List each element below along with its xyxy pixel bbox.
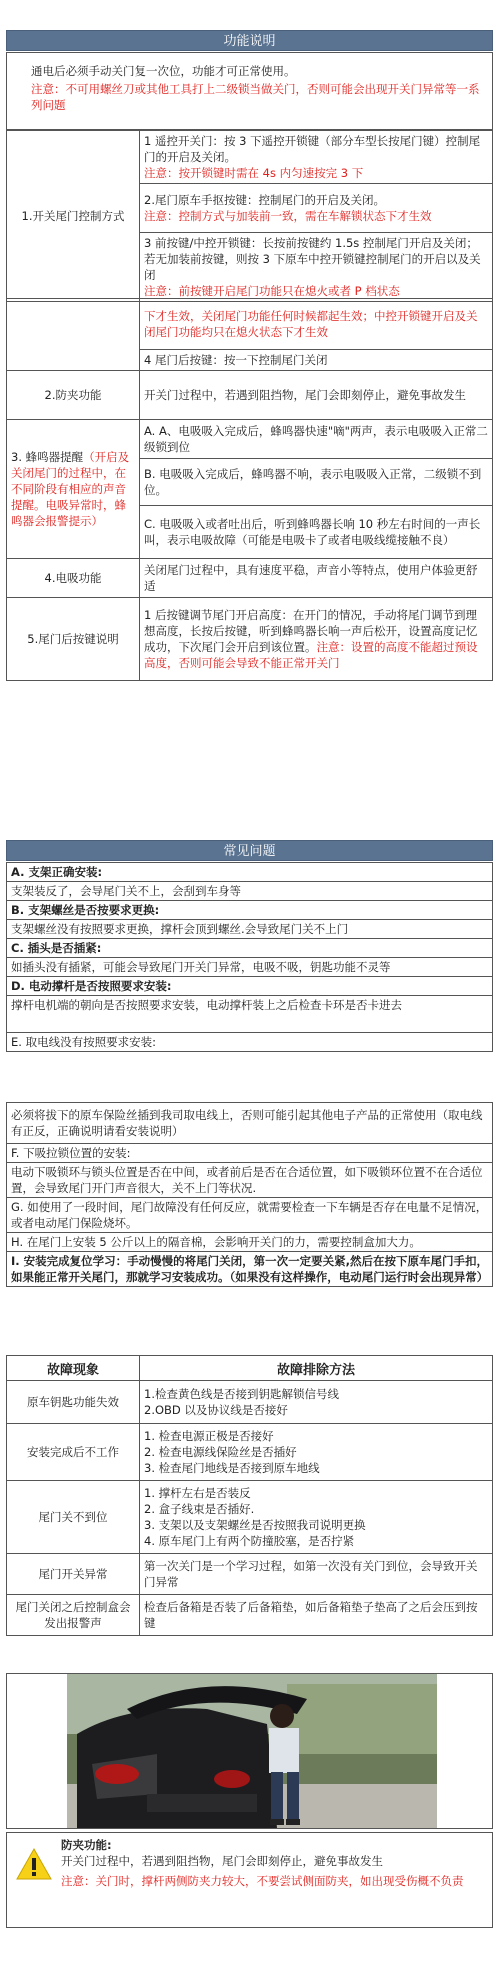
symptom-cell: 尾门关闭之后控制盒会发出报警声 <box>7 1595 140 1636</box>
faq-body: 电动下吸锁环与锁头位置是否在中间，或者前后是否在合适位置，如下吸锁环位置不在合适位置，会导致尾门开门声音很大，关不上门等状况. <box>11 1165 483 1195</box>
row-text: 3 前按键/中控开锁键：长按前按键约 1.5s 控制尾门开启及关闭；若无加装前按键，则按 3 下原车中控开锁键控制尾门的开启以及关闭 <box>144 236 481 282</box>
tailgate-photo <box>6 1673 493 1829</box>
col-header-fix: 故障排除方法 <box>140 1356 493 1381</box>
row-text: 开关门过程中，若遇到阻挡物，尾门会即刻停止，避免事故发生 <box>144 388 466 402</box>
row-label-note: （开启及关闭尾门的过程中，在不同阶段有相应的声音提醒。电吸异常时，蜂鸣器会报警提示） <box>11 450 130 528</box>
section-title-faq: 常见问题 <box>6 840 493 861</box>
row-label: 3. 蜂鸣器提醒 <box>11 450 84 464</box>
row-text: 关闭尾门过程中，具有速度平稳，声音小等特点，使用户体验更舒适 <box>144 563 478 593</box>
warning-box <box>6 1832 493 1928</box>
fix-line: 2. 检查电源线保险丝是否插好 <box>144 1445 297 1459</box>
row-text: A. A、电吸吸入完成后，蜂鸣器快速"嘀"两声，表示电吸吸入正常二级锁到位 <box>144 424 488 454</box>
warning-body: 开关门过程中，若遇到阻挡物，尾门会即刻停止，避免事故发生 <box>61 1854 383 1868</box>
row-label: 4.电吸功能 <box>7 559 140 598</box>
row-note: 注意：按开锁键时需在 4s 内匀速按完 3 下 <box>144 166 364 180</box>
fix-line: 2. 盒子线束是否插好. <box>144 1502 255 1516</box>
symptom-cell: 尾门关不到位 <box>7 1481 140 1554</box>
intro-text: 通电后必须手动关门复一次位，功能才可正常使用。 <box>31 64 296 78</box>
row-text: B. 电吸吸入完成后，蜂鸣器不响，表示电吸吸入正常，二级锁不到位。 <box>144 467 482 497</box>
row-text: C. 电吸吸入或者吐出后，听到蜂鸣器长响 10 秒左右时间的一声长叫，表示电吸故障（可能是电吸卡了或者电吸线缆接触不良） <box>144 517 481 547</box>
faq-head: D. 电动撑杆是否按照要求安装: <box>11 979 172 993</box>
feature-table-2 <box>6 298 493 681</box>
faq-body: F. 下吸拉锁位置的安装: <box>11 1146 131 1160</box>
section-title-features: 功能说明 <box>6 30 493 51</box>
fix-line: 4. 原车尾门上有两个防撞胶塞，是否拧紧 <box>144 1534 355 1548</box>
troubleshoot-table <box>6 1355 493 1636</box>
row-label: 1.开关尾门控制方式 <box>7 131 140 302</box>
row-note: 注意：设置的高度不能超过预设高度，否则可能会导致不能正常开关门 <box>144 640 478 670</box>
row-text: 2.尾门原车手抠按键：控制尾门的开启及关闭。 <box>144 193 385 207</box>
fix-line: 1.检查黄色线是否接到钥匙解锁信号线 <box>144 1387 339 1401</box>
row-label <box>7 299 140 371</box>
symptom-cell: 安装完成后不工作 <box>7 1424 140 1481</box>
faq-head: A. 支架正确安装: <box>11 865 103 879</box>
row-label: 5.尾门后按键说明 <box>7 598 140 681</box>
faq-body: G. 如使用了一段时间，尾门故障没有任何反应，就需要检查一下车辆是否存在电量不足情况，或者电动尾门保险烧坏。 <box>11 1200 488 1230</box>
row-text: 1 遥控开关门：按 3 下遥控开锁键（部分车型长按尾门键）控制尾门的开启及关闭。 <box>144 134 481 164</box>
fix-line: 1. 撑杆左右是否装反 <box>144 1486 251 1500</box>
warning-note: 注意：关门时，撑杆两侧防夹力较大，不要尝试侧面防夹，如出现受伤概不负责 <box>61 1874 464 1888</box>
symptom-cell: 原车钥匙功能失效 <box>7 1381 140 1424</box>
intro-note: 注意：不可用螺丝刀或其他工具打上二级锁当做关门，否则可能会出现开关门异常等一系列问题 <box>31 82 480 112</box>
fix-line: 2.OBD 以及协议线是否接好 <box>144 1403 288 1417</box>
intro-box <box>6 52 493 130</box>
row-text: 1 后按键调节尾门开启高度：在开门的情况，手动将尾门调节到理想高度，长按后按键，听到蜂鸣器长响一声后松开，设置高度记忆成功，下次尾门会开启到该位置。 <box>144 608 478 654</box>
fix-line: 3. 检查尾门地线是否接到原车地线 <box>144 1461 320 1475</box>
symptom-cell: 尾门开关异常 <box>7 1554 140 1595</box>
faq-body: 撑杆电机端的朝向是否按照要求安装，电动撑杆装上之后检查卡环是否卡进去 <box>11 998 402 1012</box>
faq-head: C. 插头是否插紧: <box>11 941 102 955</box>
faq-body: H. 在尾门上安装 5 公斤以上的隔音棉，会影响开关门的力，需要控制盒加大力。 <box>11 1235 421 1249</box>
fix-line: 3. 支架以及支架螺丝是否按照我司说明更换 <box>144 1518 366 1532</box>
faq-head: B. 支架螺丝是否按要求更换: <box>11 903 160 917</box>
warning-title: 防夹功能: <box>61 1838 112 1852</box>
row-note: 注意：控制方式与加装前一致，需在车解锁状态下才生效 <box>144 209 432 223</box>
faq-body: 必须将拔下的原车保险丝插到我司取电线上，否则可能引起其他电子产品的正常使用（取电线有正反，正确说明请看安装说明） <box>11 1108 483 1138</box>
col-header-symptom: 故障现象 <box>7 1356 140 1381</box>
faq-body: 如插头没有插紧，可能会导致尾门开关门异常，电吸不吸，钥匙功能不灵等 <box>11 960 391 974</box>
faq-body: 支架螺丝没有按照要求更换，撑杆会顶到螺丝.会导致尾门关不上门 <box>11 922 349 936</box>
row-note: 下才生效，关闭尾门功能任何时候都起生效；中控开锁键开启及关闭尾门功能均只在熄火状态下才生效 <box>144 309 478 339</box>
fix-line: 检查后备箱是否装了后备箱垫，如后备箱垫子垫高了之后会压到按键 <box>144 1600 478 1630</box>
fix-line: 第一次关门是一个学习过程，如第一次没有关门到位，会导致开关门异常 <box>144 1559 478 1589</box>
faq-body: 支架装反了，会导尾门关不上，会刮到车身等 <box>11 884 241 898</box>
faq-box-2 <box>6 1102 493 1287</box>
row-text: 4 尾门后按键：按一下控制尾门关闭 <box>144 353 328 367</box>
row-label: 2.防夹功能 <box>7 371 140 420</box>
faq-body: E. 取电线没有按照要求安装: <box>11 1035 156 1049</box>
faq-head: I. 安装完成复位学习：手动慢慢的将尾门关闭，第一次一定要关紧,然后在按下原车尾门手扣，如果能正常开关尾门，那就学习安装成功。（如果没有这样操作，电动尾门运行时会出现异常） <box>11 1254 489 1284</box>
fix-line: 1. 检查电源正极是否接好 <box>144 1429 274 1443</box>
photo-illustration <box>7 1674 492 1828</box>
feature-table <box>6 130 493 302</box>
row-note: 注意：前按键开启尾门功能只在熄火或者 P 档状态 <box>144 284 400 298</box>
faq-box <box>6 862 493 1052</box>
